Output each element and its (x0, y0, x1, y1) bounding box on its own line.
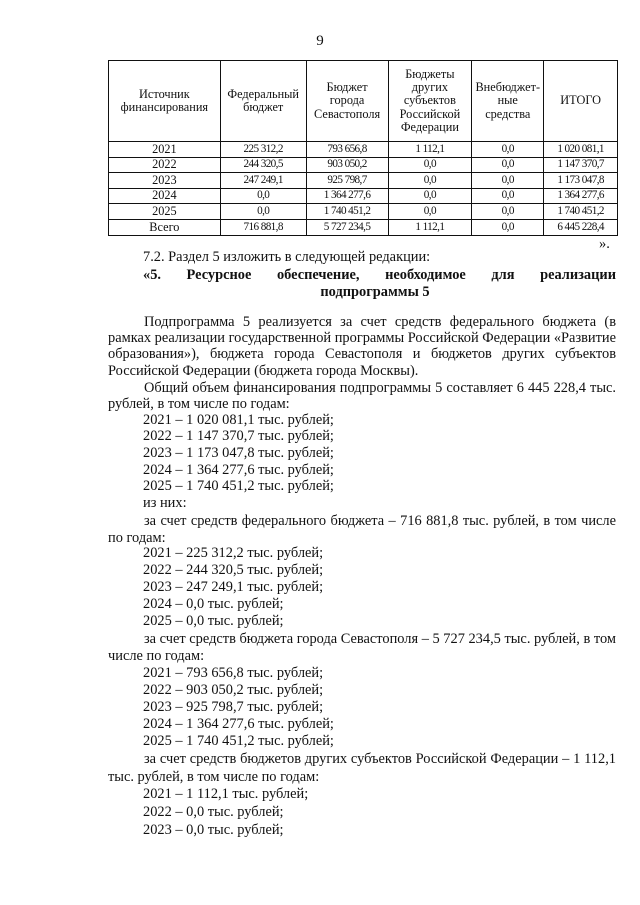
header-sevastopol: Бюджет города Севастополя (306, 61, 388, 142)
header-other-subjects: Бюджеты других субъектов Российской Федерации (388, 61, 472, 142)
table-closing-quote: ». (599, 236, 610, 252)
table-cell: 0,0 (472, 173, 544, 189)
table-cell: 5 727 234,5 (306, 219, 388, 235)
table-cell: 0,0 (472, 142, 544, 158)
table-cell: 0,0 (388, 157, 472, 173)
page-number: 9 (316, 33, 324, 49)
table-cell: 2022 (109, 157, 221, 173)
table-cell: 247 249,1 (220, 173, 306, 189)
table-cell: 1 020 081,1 (544, 142, 618, 158)
table-cell: 0,0 (220, 204, 306, 220)
table-row (109, 157, 618, 173)
paragraph-federal: за счет средств федерального бюджета – 716 881,8 тыс. рублей, в том числе по годам: (108, 513, 616, 546)
header-source: Источник финансирования (109, 61, 221, 142)
table-row (109, 204, 618, 220)
table-cell: 2021 (109, 142, 221, 158)
list-item: 2023 – 247 249,1 тыс. рублей; (143, 579, 324, 595)
paragraph-7-2: 7.2. Раздел 5 изложить в следующей редакции: (143, 249, 431, 265)
list-item: 2021 – 793 656,8 тыс. рублей; (143, 665, 324, 681)
list-item: 2021 – 1 020 081,1 тыс. рублей; (143, 412, 334, 428)
paragraph-subprogram: Подпрограмма 5 реализуется за счет средств федерального бюджета (в рамках реализации государственной программы Российской Федерации «Развитие образования»), бюджета города Севастополя и бюджетов других субъектов Российской Федерации (бюджета города Москвы). (108, 314, 617, 379)
list-item: 2021 – 225 312,2 тыс. рублей; (143, 545, 324, 561)
table-cell: 1 740 451,2 (306, 204, 388, 220)
list-item: 2023 – 1 173 047,8 тыс. рублей; (143, 445, 334, 461)
paragraph-sevastopol: за счет средств бюджета города Севастополя – 5 727 234,5 тыс. рублей, в том числе по годам: (108, 631, 616, 664)
table-cell: 6 445 228,4 (544, 219, 618, 235)
table-cell: 1 112,1 (388, 219, 472, 235)
table-row-total (109, 219, 618, 235)
table-cell: 0,0 (472, 204, 544, 220)
table-cell: 925 798,7 (306, 173, 388, 189)
list-item: 2022 – 0,0 тыс. рублей; (143, 804, 284, 820)
table-header-row (109, 61, 618, 142)
list-item: 2025 – 1 740 451,2 тыс. рублей; (143, 733, 334, 749)
table-cell: 2023 (109, 173, 221, 189)
table-cell: 1 112,1 (388, 142, 472, 158)
table-cell: 244 320,5 (220, 157, 306, 173)
financing-table (108, 60, 618, 236)
list-item: 2025 – 1 740 451,2 тыс. рублей; (143, 478, 334, 494)
header-extrabudgetary: Внебюджет-ные средства (472, 61, 544, 142)
table-row (109, 188, 618, 204)
table-cell: 0,0 (388, 204, 472, 220)
paragraph-other-subjects: за счет средств бюджетов других субъектов Российской Федерации – 1 112,1 тыс. рублей, в том числе по годам: (108, 751, 616, 785)
table-cell: 225 312,2 (220, 142, 306, 158)
table-cell: 1 173 047,8 (544, 173, 618, 189)
table-cell: 2024 (109, 188, 221, 204)
table-cell: 1 740 451,2 (544, 204, 618, 220)
list-item: 2023 – 0,0 тыс. рублей; (143, 822, 284, 838)
table-cell: 716 881,8 (220, 219, 306, 235)
table-cell: 0,0 (472, 188, 544, 204)
table-cell: 1 364 277,6 (306, 188, 388, 204)
table-cell: 793 656,8 (306, 142, 388, 158)
of-them-label: из них: (143, 495, 187, 511)
list-item: 2024 – 0,0 тыс. рублей; (143, 596, 284, 612)
list-item: 2023 – 925 798,7 тыс. рублей; (143, 699, 324, 715)
table-cell: 903 050,2 (306, 157, 388, 173)
table-cell: 0,0 (220, 188, 306, 204)
table-cell: Всего (109, 219, 221, 235)
header-federal: Федеральный бюджет (220, 61, 306, 142)
section-title-line-2: подпрограммы 5 (320, 284, 430, 300)
header-total: ИТОГО (544, 61, 618, 142)
table-cell: 0,0 (472, 157, 544, 173)
list-item: 2024 – 1 364 277,6 тыс. рублей; (143, 462, 334, 478)
table-cell: 1 147 370,7 (544, 157, 618, 173)
list-item: 2022 – 903 050,2 тыс. рублей; (143, 682, 324, 698)
table-row (109, 142, 618, 158)
table-cell: 1 364 277,6 (544, 188, 618, 204)
list-item: 2025 – 0,0 тыс. рублей; (143, 613, 284, 629)
list-item: 2024 – 1 364 277,6 тыс. рублей; (143, 716, 334, 732)
table-cell: 0,0 (388, 188, 472, 204)
table-cell: 0,0 (472, 219, 544, 235)
table-cell: 2025 (109, 204, 221, 220)
list-item: 2022 – 244 320,5 тыс. рублей; (143, 562, 324, 578)
table-row (109, 173, 618, 189)
paragraph-total-volume: Общий объем финансирования подпрограммы 5 составляет 6 445 228,4 тыс. рублей, в том числе по годам: (108, 380, 616, 413)
list-item: 2022 – 1 147 370,7 тыс. рублей; (143, 428, 334, 444)
section-title-line-1: «5. Ресурсное обеспечение, необходимое для реализации (143, 267, 616, 283)
table-cell: 0,0 (388, 173, 472, 189)
list-item: 2021 – 1 112,1 тыс. рублей; (143, 786, 309, 802)
